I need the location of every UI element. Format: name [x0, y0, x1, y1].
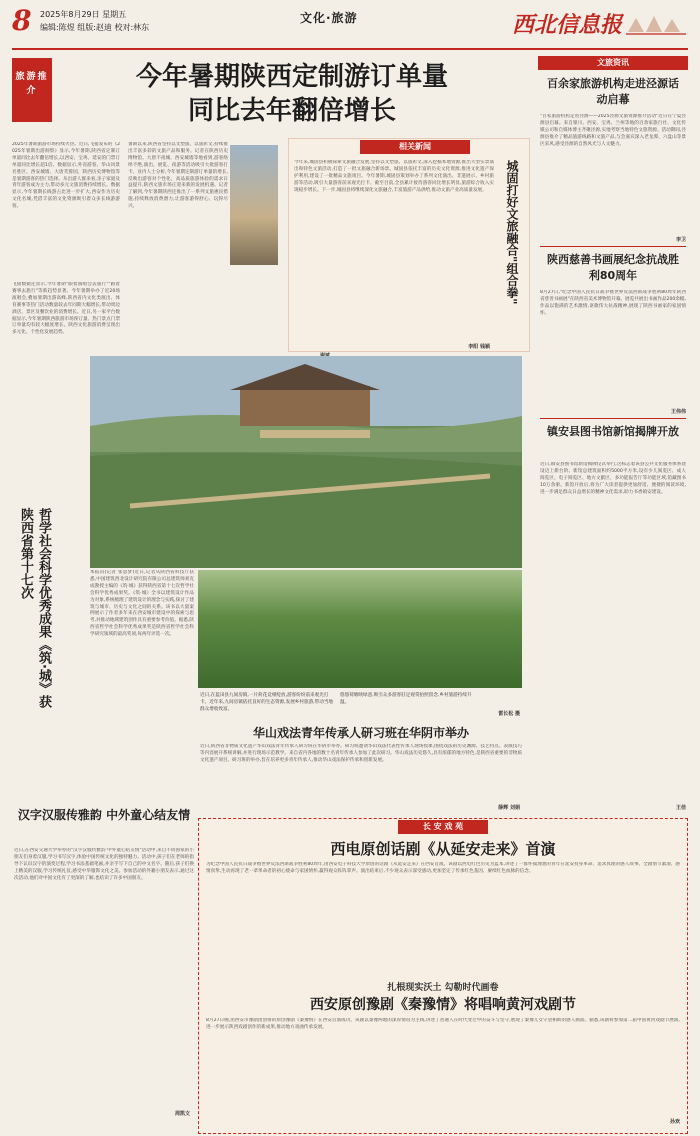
related-text: 今年来,城固县积极探索文旅融合发展,坚持以文塑旅、以旅彰文,深入挖掘本地资源,推出大型实景演出和特色文旅活动,打造了一批文旅融合新场景。城固县依托丰富的历史文化资源,推进文化遗产保护利用,建设了一批精品文旅项目。今年暑期,城固县策划举办了系列文化演出、非遗展示、乡村旅游等活动,吸引大量游客前来观光打卡。截至目前,全县累计接待游客同比增长明显,旅游综合收入实现稳步增长。下一步,城固县将继续深化文旅融合,丰富旅游产品供给,推动文旅产业高质量发展。: [294, 160, 494, 193]
issue-date: 2025年8月29日 星期五: [40, 10, 127, 19]
feature-author: 孙欢: [669, 1119, 680, 1125]
divider-2: [540, 418, 686, 419]
city-wall-photo: [230, 145, 278, 265]
news3-author: 王佳: [675, 805, 686, 811]
book-award-vtitle: 哲学社会科学优秀成果《筑·城》获陕西省第十七次: [18, 508, 51, 708]
news1-title: 百余家旅游机构走进泾源话动启幕: [547, 77, 679, 106]
hanfu-text: 近日,在西安交通大学举办的"汉字汉服传雅韵 中外童心结友情"活动中,来自不同国家的小朋友们身着汉服,学习书写汉字,体验中国传统文化的独特魅力。活动中,孩子们在老师的指导下认识汉字的演变过程,学习书法基础笔画,并亲手写下自己的中文名字。随后,孩子们换上精美的汉服,学习传统礼仪,感受中华服饰文化之美。参加活动的外籍小朋友表示,通过这次活动,他们对中国文化有了更深的了解,也结识了许多中国朋友。: [14, 848, 194, 881]
editor-credits: 编辑:陈煜 组版:赵迪 校对:林东: [40, 23, 150, 32]
feature-label: 长 安 戏 苑: [398, 820, 488, 834]
news2-author: 王伟伟: [670, 409, 686, 415]
news3-title: 镇安县图书馆新馆揭牌开放: [547, 425, 679, 438]
hanfu-author: 周凯文: [174, 1111, 190, 1117]
related-vtitle: 城固打好文旅融合"组合拳": [505, 160, 519, 305]
news2-text: 8月27日,"纪念中国人民抗日战争暨世界反法西斯战争胜利80周年陕西省慈善书画展"在陕西省美术博物馆开幕。展览共展出书画作品200余幅,作品以饱满的艺术激情,讴歌伟大抗战精神,展现了陕西书画家的家国情怀。: [540, 290, 686, 316]
opera-title: 华山戏法青年传承人研习班在华阴市举办: [252, 726, 469, 740]
related-label: 相关新闻: [360, 140, 470, 154]
feature-title-2: 西安原创豫剧《秦豫情》将唱响黄河戏剧节: [310, 997, 576, 1013]
related-author: 李阳 钱颖: [468, 344, 490, 350]
header-rule: [12, 48, 688, 50]
section-tag: 旅游推介: [12, 58, 52, 122]
masthead-logo: 西北信息报: [511, 12, 622, 38]
photo-caption-left: 近日,在蓝田县九间房镇,一片荷花竞相绽放,游客纷纷前来观光打卡。近年来,九间房镇依托良好的生态资源,发展乡村旅游,带动当地群众增收致富。: [200, 693, 334, 712]
opera-text: 近日,陕西省非物质文化遗产华山戏法青年传承人研习班在华阴市举办。研习班邀请华山戏法代表性传承人现场授课,围绕戏法的历史渊源、技艺特点、表演技巧等内容展开系统讲解,并进行现场示范教学。来自省内各地的数十名青年传承人参加了此次研习。华山戏法历史悠久,具有浓郁的地方特色,是陕西省重要的非物质文化遗产项目。研习班的举办,旨在培养更多青年传承人,推动华山戏法保护传承和创新发展。: [200, 744, 522, 763]
feature-text: 为纪念中国人民抗日战争暨世界反法西斯战争胜利80周年,由西安电子科技大学原创的话剧《从延安走来》在西安首演。该剧以西电红色历史为蓝本,讲述了一群怀揣理想的青年在延安投身革命、追求真理的感人故事。全剧情节紧凑、感情真挚,生动再现了老一辈革命者的初心使命与家国情怀,赢得观众阵阵掌声。演出结束后,不少观众表示深受感动,更加坚定了传承红色基因、赓续红色血脉的信念。: [206, 862, 680, 874]
right-section-tag: 文旅资讯: [538, 56, 688, 70]
hanfu-title: 汉字汉服传雅韵 中外童心结友情: [17, 808, 191, 822]
page-number: 8: [12, 4, 32, 37]
feature-subtitle: 扎根现实沃土 勾勒时代画卷: [387, 983, 499, 993]
news2-title: 陕西慈善书画展纪念抗战胜利80周年: [547, 253, 679, 282]
news3-text: 近日,镇安县图书馆新馆揭牌仪式举行,这标志着该县公共文化服务体系建设迈上新台阶。新馆总建筑面积约5000平方米,设有少儿阅览区、成人阅览区、电子阅览区、地方文献区、多功能报告厅等功能区域,馆藏图书10万余册。新馆开放后,将为广大读者提供更加舒适、便捷的阅读环境,进一步满足群众日益增长的精神文化需求,助力书香镇安建设。: [540, 462, 686, 495]
story-col-1: 2025年暑期旅游市场持续火热。近日,飞猪发布的《2025年暑期出游洞察》显示,今年暑期,陕西省定制订单量同比去年翻倍增长,以西安、宝鸡、延安的门票订单量同比增长超1倍。数据显示,外省游客、华山风景名胜区、西安城墙、大唐芙蓉园、陕西历史博物馆等是暑期游客的热门选择。从出游人群来看,亲子家庭及青年游客成为主力,带动多元文旅消费持续增长。数据显示,今年暑期长线游占比进一步扩大,西安作为历史文化名城,凭借丰富的文化资源吸引着众多长线游游客。: [12, 142, 120, 210]
divider-1: [540, 246, 686, 247]
story-col-2: 飞猪数据还显示,今年暑期"跟着演唱会去旅行""跟着赛事去旅行"等新趋势显著。今年暑期举办了近20场演唱会,叠加暑期出游高峰,陕西省内文化类演出、体育赛事等热门活动数量较去年同期大幅增长,带动周边酒店、景区及餐饮业的消费增长。近日,另一家平台数据显示,今年暑期陕西旅游市场预订量、热门景点门票订单量均有较大幅度增长。陕西文化旅游消费呈现出多元化、个性化发展趋势。: [12, 282, 120, 336]
news1-text: "百家旅游机构走进泾源——2025泾源文旅资源推介活动"近日在宁夏泾源县启幕。来自银川、西安、宝鸡、兰州等地的百余家旅行社、文化传媒公司和自媒体博主齐聚泾源,实地考察当地特色文旅资源。活动期间,泾源县推介了精品旅游线路和文旅产品,与会嘉宾深入老龙潭、六盘山等景区采风,感受泾源的自然风光与人文魅力。: [540, 114, 686, 147]
lotus-pond-photo: [198, 570, 522, 688]
main-headline: 今年暑期陕西定制游订单量 同比去年翻倍增长: [135, 62, 448, 126]
photo-author: 雷长松 摄: [498, 711, 520, 717]
photo-caption-right: 悠悠荷塘映绿意,吸引众多游客驻足观赏拍照留念,乡村旅游持续升温。: [340, 693, 472, 705]
section-title: 文化·旅游: [300, 11, 358, 25]
book-award-text: 本报讯(记者 张思梦)近日,记者从陕西省科技厅获悉,中国建筑西北设计研究院有限公司总建筑师刘克成教授主编的《筑·城》获得陕西省第十七次哲学社会科学优秀成果奖。《筑·城》全书以建筑设计作品为对象,系统梳理了建筑设计的理念与实践,探讨了建筑与城市、历史与文化之间的关系。该书以大量案例展示了作者多年来在西安城市建设中的探索与思考,对推动地域建筑创作具有重要参考价值。据悉,陕西省哲学社会科学优秀成果奖是陕西省哲学社会科学研究领域的最高奖项,每两年评选一次。: [90, 570, 194, 638]
story-col-3: 暑期以来,陕西省坚持以文塑旅、以旅彰文,持续推出丰富多彩的文旅产品和服务。记者在陕西历史博物馆、大唐不夜城、西安城墙等地看到,游客络绎不绝,演出、展览、夜游等活动吸引大批游客打卡。业内人士分析,今年暑期定制游订单量的增长,反映出游客对个性化、高品质旅游体验的需求日益提升,陕西文旅市场正迎来新的发展机遇。记者了解到,今年暑期陕西还推出了一系列文旅惠民措施,持续释放消费潜力,让游客游得舒心、玩得尽兴。: [128, 142, 228, 210]
opera-author: 薛辉 刘娟: [498, 805, 520, 811]
news1-author: 李卫: [675, 237, 686, 243]
scenic-photo: [90, 356, 522, 568]
feature-title: 西电原创话剧《从延安走来》首演: [330, 840, 556, 858]
masthead-ornament: [626, 10, 686, 40]
feature-text-2: 8月27日晚,由西安市豫剧团创排的原创豫剧《秦豫情》在西安首演成功。该剧以秦豫两地的深厚情谊为主线,讲述了普通人在时代变迁中的奋斗与坚守,展现了秦豫儿女守望相助的感人画面。据悉,该剧将参加第二届中国黄河戏剧节展演,进一步展示陕西戏剧创作的新成果,推动地方戏曲传承发展。: [206, 1018, 680, 1030]
